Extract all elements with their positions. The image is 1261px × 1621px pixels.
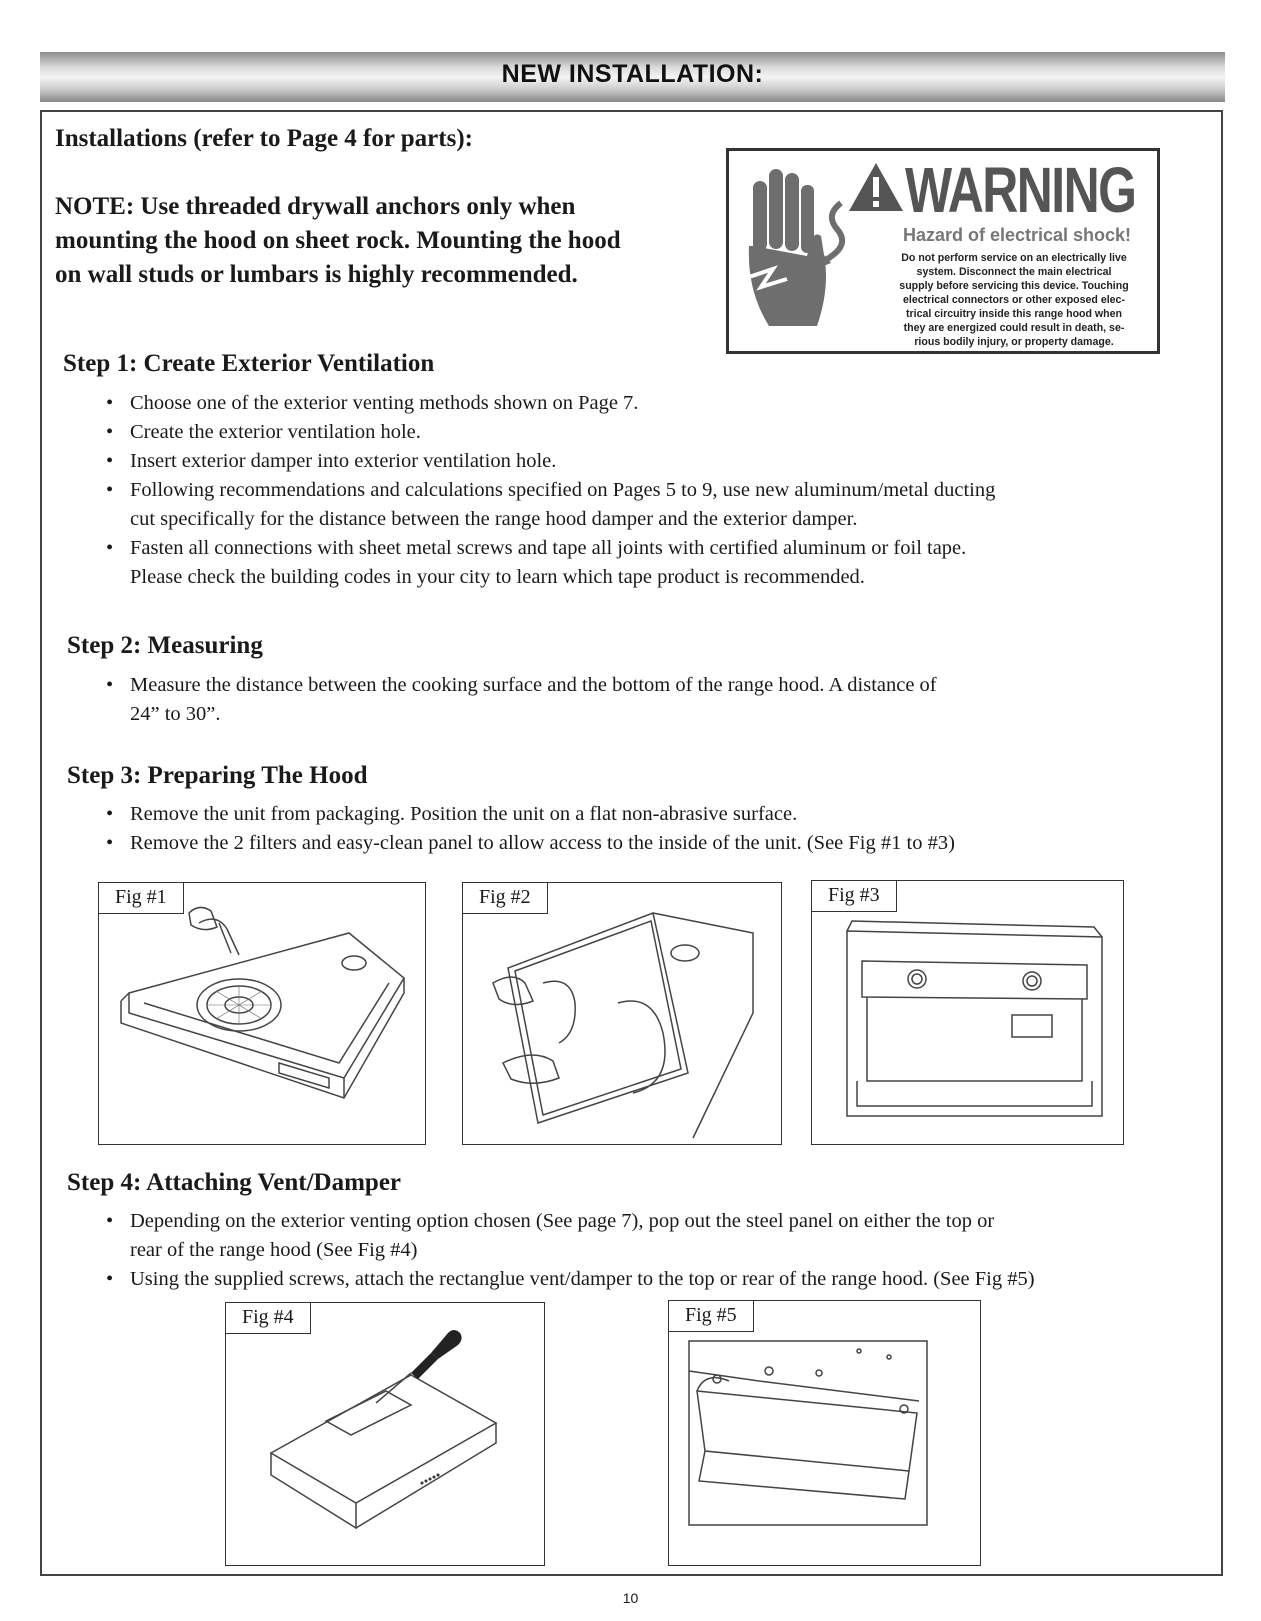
section-title: NEW INSTALLATION: xyxy=(501,60,764,88)
installations-heading: Installations (refer to Page 4 for parts): xyxy=(55,125,473,152)
list-item: • Measure the distance between the cooking surface and the bottom of the range hood. A distance of 24” to 30”. xyxy=(106,671,1206,729)
easy-clean-panel-removal-drawing xyxy=(463,883,781,1144)
note-line: NOTE: Use threaded drywall anchors only when xyxy=(55,193,576,220)
section-banner xyxy=(40,52,1225,102)
figure-3-label: Fig #3 xyxy=(811,880,897,912)
list-item: • Choose one of the exterior venting methods shown on Page 7. xyxy=(106,389,1206,418)
electrical-warning-label xyxy=(726,148,1160,354)
warning-subtitle: Hazard of electrical shock! xyxy=(902,225,1132,245)
figure-4-label: Fig #4 xyxy=(225,1302,311,1334)
step-4-list xyxy=(106,1207,1216,1294)
figure-5-label: Fig #5 xyxy=(668,1300,754,1332)
list-item: • Following recommendations and calculations specified on Pages 5 to 9, use new aluminum/metal ducting cut specifically for the distance between the range hood damper and the exterior damper. xyxy=(106,476,1206,534)
hand-shock-icon xyxy=(729,151,859,347)
warning-line: electrical connectors or other exposed elec- xyxy=(903,294,1125,306)
page-number: 10 xyxy=(622,1590,639,1606)
list-item: • Insert exterior damper into exterior ventilation hole. xyxy=(106,447,1206,476)
warning-triangle-icon xyxy=(847,161,905,213)
figure-1-label: Fig #1 xyxy=(98,882,184,914)
figure-2 xyxy=(462,882,782,1145)
hood-interior-drawing xyxy=(812,881,1123,1144)
warning-line: supply before servicing this device. Touching xyxy=(899,280,1129,292)
list-item: • Depending on the exterior venting option chosen (See page 7), pop out the steel panel on either the top or rear of the range hood (See Fig #4) xyxy=(106,1207,1216,1265)
warning-text xyxy=(869,251,1159,349)
list-item: • Fasten all connections with sheet metal screws and tape all joints with certified aluminum or foil tape. Please check the building codes in your city to learn which tape product is recommended. xyxy=(106,534,1206,592)
warning-line: system. Disconnect the main electrical xyxy=(916,266,1112,278)
figure-4 xyxy=(225,1302,545,1566)
hood-knockout-screwdriver-drawing xyxy=(226,1303,544,1565)
step-2-title: Step 2: Measuring xyxy=(67,632,263,659)
list-item: • Remove the 2 filters and easy-clean panel to allow access to the inside of the unit. (See Fig #1 to #3) xyxy=(106,829,1206,858)
warning-line: Do not perform service on an electrically live xyxy=(901,252,1127,264)
step-3-list xyxy=(106,800,1206,858)
figure-3 xyxy=(811,880,1124,1145)
step-3-title: Step 3: Preparing The Hood xyxy=(67,762,368,789)
step-1-list xyxy=(106,389,1206,592)
warning-line: they are energized could result in death, se- xyxy=(903,322,1125,334)
damper-attachment-drawing xyxy=(669,1301,980,1565)
list-item: • Using the supplied screws, attach the rectanglue vent/damper to the top or rear of the range hood. (See Fig #5) xyxy=(106,1265,1216,1294)
step-1-title: Step 1: Create Exterior Ventilation xyxy=(63,350,435,377)
list-item: • Create the exterior ventilation hole. xyxy=(106,418,1206,447)
step-2-list xyxy=(106,671,1206,729)
warning-word: WARNING xyxy=(905,154,1136,226)
figure-2-label: Fig #2 xyxy=(462,882,548,914)
note-line: mounting the hood on sheet rock. Mounting the hood xyxy=(55,227,621,254)
figure-5 xyxy=(668,1300,981,1566)
warning-line: trical circuitry inside this range hood when xyxy=(905,308,1123,320)
note-line: on wall studs or lumbars is highly recommended. xyxy=(55,261,578,288)
figure-1 xyxy=(98,882,426,1145)
note-block xyxy=(55,190,621,292)
warning-line: rious bodily injury, or property damage. xyxy=(914,336,1114,348)
step-4-title: Step 4: Attaching Vent/Damper xyxy=(67,1169,402,1196)
hood-filter-removal-drawing xyxy=(99,883,425,1144)
list-item: • Remove the unit from packaging. Position the unit on a flat non-abrasive surface. xyxy=(106,800,1206,829)
